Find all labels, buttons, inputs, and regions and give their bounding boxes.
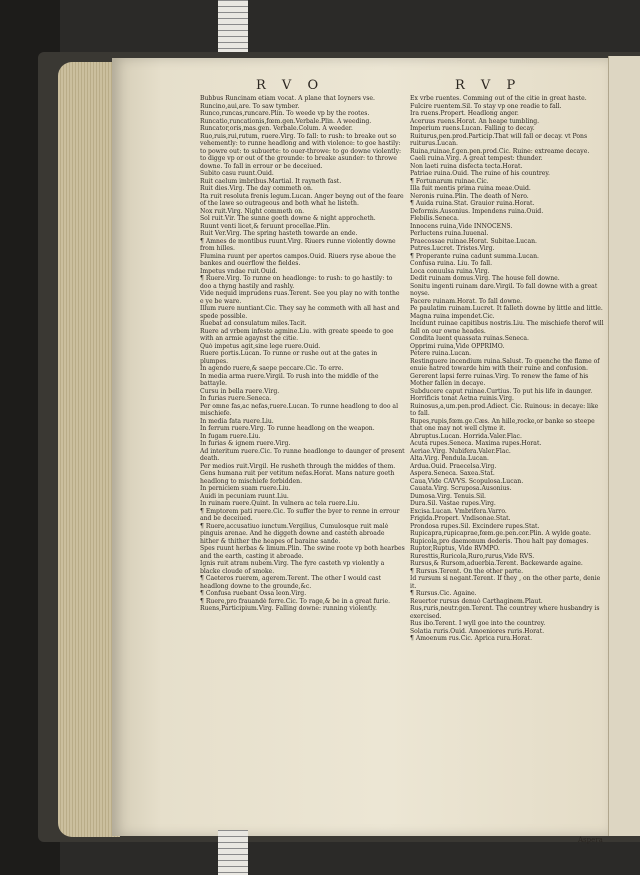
dictionary-entry: ¶ Fortunarum ruinae.Cic. <box>410 177 489 185</box>
dictionary-entry: ¶ Caeteros ruerem, agerem.Terent. The other I would cast headlong downe to the grounde,&c. <box>200 575 381 590</box>
dictionary-entry: Ruiturus,pen.prod.Particip.That will fall or decay. vt Pons ruiturus.Lucan. <box>410 132 588 147</box>
dictionary-entry: Ruo,ruis,rui,rutum, ruere.Virg. To fall: to rush: to breake out so vehemently: to runne headlong and with violence: to goe hastily: to powre out: to subuerte: to ouer-throwe: to go downe violently: to digge vp or out of the grounde: to breake asunder: to throwe downe. To fall in errour or be deceiued. <box>200 132 402 170</box>
dictionary-entry: In media fata ruere.Liu. <box>200 417 274 425</box>
dictionary-entry: Dumosa.Virg. Tenuis.Sil. <box>410 492 486 500</box>
dictionary-entry: Imperium ruens.Lucan. Falling to decay. <box>410 125 535 132</box>
dictionary-entry: Excisa.Lucan. Vmbrifera.Varro. <box>410 507 507 515</box>
dictionary-entry: Rupicapra,rupicaprae,fœm.ge.pen.cor.Plin. A wylde goate. <box>410 530 591 537</box>
dictionary-entry: Sol ruit.Vir. The sunne goeth downe & night approcheth. <box>200 215 376 222</box>
dictionary-entry: Alta.Virg. Pendula.Lucan. <box>410 455 489 462</box>
dictionary-entry: Aceruus ruens.Horat. An heape tumbling. <box>410 117 540 125</box>
dictionary-entry: Non laeti ruina disfecta tecta.Horat. <box>410 162 523 170</box>
dictionary-entry: Aspera.Seneca. Saxea.Stat. <box>410 470 495 477</box>
dictionary-entry: Sonitu ingenti ruinam dare.Virgil. To fall downe with a great noyse. <box>410 282 598 297</box>
facing-page-edge <box>608 56 640 836</box>
dictionary-entry: Rupicola,pro daemonum dederis. Thou halt pay domages. <box>410 537 589 545</box>
dictionary-entry: Praecossae ruinae.Horat. Subitae.Lucan. <box>410 237 537 245</box>
dictionary-entry: Ita ruit resoluta frenis legum.Lucan. Anger beyng out of the feare of the lawe so outrageous and both what he listeth. <box>200 192 404 207</box>
dictionary-entry: Caua,Vide CAVVS. Scopulosa.Lucan. <box>410 477 524 485</box>
dictionary-entry: Putres.Lucret. Tristes.Virg. <box>410 245 495 252</box>
dictionary-entry: Gererent lapsi ferre ruinas.Virg. To renew the fame of his Mother fallen in decaye. <box>410 372 589 387</box>
dictionary-entry: Flebilis.Seneca. <box>410 215 459 222</box>
dictionary-entry: Cauata.Virg. Scruposa.Ausonius. <box>410 485 512 492</box>
dictionary-entry: Ignis ruit atram nubem.Virg. The fyre casteth vp violently a blacke cloude of smoke. <box>200 560 385 575</box>
dictionary-entry: Runco,runcas,runcare.Plin. To weede vp by the rootes. <box>200 110 370 117</box>
dictionary-entry: Id rursum si negant.Terent. If they , on the other parte, denie it. <box>410 575 601 590</box>
dictionary-entry: Reuertor rursus denuò Carthaginem.Plaut. <box>410 597 543 605</box>
dictionary-entry: Ruina,ruinae,f.gen.pen.prod.Cic. Ruine: extreame decaye. <box>410 147 590 155</box>
dictionary-entry: Nox ruit.Virg. Night commeth on. <box>200 207 305 215</box>
dictionary-entry: Ruebat ad consulatum miles.Tacit. <box>200 320 307 327</box>
dictionary-entry: Illum ruere nuntiant.Cic. They say he commeth with all hast and spede possible. <box>200 305 400 320</box>
dictionary-entry: Ira ruens.Propert. Headlong anger. <box>410 110 519 117</box>
dictionary-entry: Innocens ruina,Vide INNOCENS. <box>410 222 513 230</box>
dictionary-entry: ¶ Emptorem pati ruere.Cic. To suffer the byer to renne in errour and be deceiued. <box>200 507 400 522</box>
dictionary-column-right <box>410 95 606 643</box>
dictionary-entry: Gens humana ruit per vetitum nefas.Horat. Mans nature goeth headlong to mischiefe forbidden. <box>200 470 395 485</box>
dictionary-entry: Rus ibo.Terent. I wyll goe into the countrey. <box>410 620 546 627</box>
dictionary-entry: ¶ Auida ruina.Stat. Grauior ruina.Horat. <box>410 200 535 207</box>
dictionary-entry: In perniciem suam ruere.Liu. <box>200 485 291 492</box>
dictionary-entry: Ardua.Ouid. Praecelsa.Virg. <box>410 462 497 470</box>
dictionary-entry: Spes ruunt herbas & limum.Plin. The swine roote vp both hearbes and the earth, casting it abroade. <box>200 545 405 560</box>
dictionary-entry: Auidi in pecuniam ruunt.Liu. <box>200 492 289 500</box>
running-head-right: R V P <box>455 78 522 93</box>
dictionary-entry: ¶ Confusa ruebant Ossa leon.Virg. <box>200 590 307 597</box>
dictionary-entry: Ruere portis.Lucan. To runne or rushe out at the gates in plumpes. <box>200 350 378 365</box>
dictionary-entry: Pe paulatim ruinam.Lucret. It falleth downe by little and little. <box>410 305 603 312</box>
scale-ruler-top <box>218 0 248 55</box>
dictionary-entry: In furias & ignem ruere.Virg. <box>200 440 291 447</box>
dictionary-entry: Ruere ad vrbem infesto agmine.Liu. with greate speede to goe with an armie agaynst the citie. <box>200 327 394 342</box>
dictionary-entry: In agendo ruere,& saepe peccare.Cic. To erre. <box>200 365 344 372</box>
dictionary-entry: In media arma ruere.Virgil. To rush into the middle of the battayle. <box>200 372 379 387</box>
dictionary-entry: Impetus vndae ruit.Ouid. <box>200 267 278 275</box>
dictionary-entry: Aeriae.Virg. Nubifera.Valer.Flac. <box>410 447 511 455</box>
dictionary-entry: Patriae ruina.Ouid. The ruine of his countrey. <box>410 170 550 177</box>
dictionary-entry: Ad interitum ruere.Cic. To runne headlonge to daunger of present death. <box>200 447 405 462</box>
dictionary-entry: Opprimi ruina,Vide OPPRIMO. <box>410 342 505 350</box>
dictionary-entry: Loca conuulsa ruina.Virg. <box>410 267 490 275</box>
dictionary-entry: Ruit dies.Virg. The day commeth on. <box>200 185 313 192</box>
dictionary-entry: Rus,ruris,neutr.gen.Terent. The countrey where husbandry is exercised. <box>410 605 600 620</box>
dictionary-entry: Solatia ruris.Ouid. Amoeniores ruris.Horat. <box>410 627 545 635</box>
dictionary-entry: Subducere caput ruinae.Curtius. To put his life in daunger. <box>410 387 593 395</box>
dictionary-entry: Ruunt venti licet,& feruunt procellae.Plin. <box>200 222 331 230</box>
dictionary-entry: Condita luent quassata ruinas.Seneca. <box>410 335 529 342</box>
dictionary-entry: Prondosa rupes.Sil. Excindere rupes.Stat. <box>410 522 540 530</box>
dictionary-entry: Fulcire ruentem.Sil. To stay vp one readie to fall. <box>410 102 562 110</box>
dictionary-entry: Ruresttis,Ruricola,Ruro,rurus,Vide RVS. <box>410 552 535 560</box>
dictionary-entry: Facere ruinam.Horat. To fall downe. <box>410 297 523 305</box>
dictionary-entry: Flumina ruunt per apertos campos.Ouid. Riuers ryse aboue the bankes and ouerflow the fieldes. <box>200 252 396 267</box>
dictionary-entry: In furias ruere.Seneca. <box>200 395 272 402</box>
dictionary-entry: Neronis ruina.Plin. The death of Nero. <box>410 192 529 200</box>
dictionary-entry: ¶ Amnes de montibus ruunt.Virg. Riuers runne violently downe from hilles. <box>200 237 396 252</box>
dictionary-entry: Illa fuit mentis prima ruina meae.Ouid. <box>410 185 531 192</box>
dictionary-entry: Magna ruina impendet.Cic. <box>410 312 495 320</box>
catchword: Aspera <box>578 836 603 844</box>
dictionary-entry: In ruinam ruere.Quint. In vulnera ac tela ruere.Liu. <box>200 500 360 507</box>
dictionary-entry: Rupes,rupis,fœm.ge.Cæs. An hille,rocke,or banke so steepe that one may not well clyme it. <box>410 417 595 432</box>
page-edges <box>58 62 120 837</box>
dictionary-entry: Dedit ruinam domus.Virg. The house fell downe. <box>410 275 560 282</box>
dictionary-entry: In ferrum ruere.Virg. To runne headlong on the weapon. <box>200 425 375 432</box>
dictionary-entry: Incidunt ruinae capitibus nostris.Liu. The mischiefe therof will fall on our owne heades. <box>410 320 604 335</box>
dictionary-entry: Per omne fas,ac nefas,ruere.Lucan. To runne headlong to doo al mischiefe. <box>200 402 399 417</box>
dictionary-entry: Perluctens ruina.Iuuenal. <box>410 230 489 237</box>
dictionary-entry: ¶ Rursus.Cic. Againe. <box>410 590 477 597</box>
scale-ruler-bottom <box>218 830 248 875</box>
dictionary-entry: In fugam ruere.Liu. <box>200 432 261 440</box>
dictionary-entry: Dura.Sil. Vastae rupes.Virg. <box>410 500 496 507</box>
dictionary-entry: Runcator,oris,mas.gen. Verbale.Colum. A weeder. <box>200 125 353 132</box>
dictionary-column-left <box>200 95 405 613</box>
running-head-left: R V O <box>256 78 325 93</box>
dictionary-entry: Restinguere incendium ruina.Salust. To quenche the flame of enuie hatred towarde him with their ruine and confusion. <box>410 357 600 372</box>
dictionary-entry: Horrificis tonat Aetna ruinis.Virg. <box>410 395 514 402</box>
dictionary-entry: Acuta rupes.Seneca. Maxima rupes.Horat. <box>410 440 542 447</box>
dictionary-entry: Ruit caelum imbribus.Martial. It rayneth fast. <box>200 177 342 185</box>
dictionary-entry: Ruit Ver.Virg. The spring hasteth towarde an ende. <box>200 230 358 237</box>
dictionary-entry: Cursu in bella ruere.Virg. <box>200 387 280 395</box>
dictionary-entry: Abruptus.Lucan. Horrida.Valer.Flac. <box>410 432 522 440</box>
dictionary-entry: ¶ Rursus.Terent. On the other parte. <box>410 567 524 575</box>
dictionary-entry: Runcino,aui,are. To saw tymber. <box>200 102 300 110</box>
dictionary-entry: Rursus,& Rursom,aduerbia.Terent. Backewarde againe. <box>410 560 583 567</box>
dictionary-entry: ¶ Amoenum rus.Cic. Aprica rura.Horat. <box>410 635 533 642</box>
dictionary-entry: ¶ Properante ruina cadunt summa.Lucan. <box>410 252 539 260</box>
dictionary-entry: Confusa ruina. Liu. To fall. <box>410 260 493 267</box>
dictionary-entry: Deformis.Ausonius. Impendens ruina.Ouid. <box>410 207 544 215</box>
dictionary-entry: Quò impetus agit,sine lege ruere.Ouid. <box>200 342 321 350</box>
dictionary-entry: Ex vrbe ruentes. Comming out of the citie in great haste. <box>410 95 587 102</box>
dictionary-entry: Subito casu ruunt.Ouid. <box>200 170 274 177</box>
dictionary-entry: Ruinosus,a,um.pen.prod.Adiect. Cic. Ruinous: in decaye: like to fall. <box>410 402 599 417</box>
dictionary-entry: Frigida.Propert. Vndisonae.Stat. <box>410 515 511 522</box>
dictionary-entry: ¶ Ruere,pro frauandè ferre.Cic. To rage,& be in a great furie. <box>200 597 391 605</box>
dictionary-entry: Ruens,Participium.Virg. Falling downe: running violently. <box>200 605 377 612</box>
dictionary-entry: Caeli ruina.Virg. A great tempest: thunder. <box>410 155 543 162</box>
dictionary-entry: Bubbus Runcinam etiam vocat. A plane that Ioyners vse. <box>200 95 375 102</box>
dictionary-entry: Petere ruina.Lucan. <box>410 350 472 357</box>
dictionary-entry: Runcatio,runcationis,fœm.gen.Verbale.Plin. A weeding. <box>200 117 372 125</box>
dictionary-entry: ¶ Ruere.Virg. To runne on headlonge: to rush: to go hastily: to doo a thyng hastily and rashly. <box>200 275 393 290</box>
dictionary-entry: Per medios ruit.Virgil. He rusheth through the middes of them. <box>200 462 396 470</box>
dictionary-entry: Ruptor,Ruptus, Vide RVMPO. <box>410 545 500 552</box>
dictionary-entry: ¶ Ruere,accusatiuo iunctum.Vergilius, Cumulosque ruit malè pinguis arenae. And he diggeth downe and casteth abroade hither & thither the heapes of baraine sande. <box>200 522 389 545</box>
dictionary-entry: Vide nequid imprudens ruas.Terent. See you play no with tonthe e ye be ware. <box>200 290 400 305</box>
